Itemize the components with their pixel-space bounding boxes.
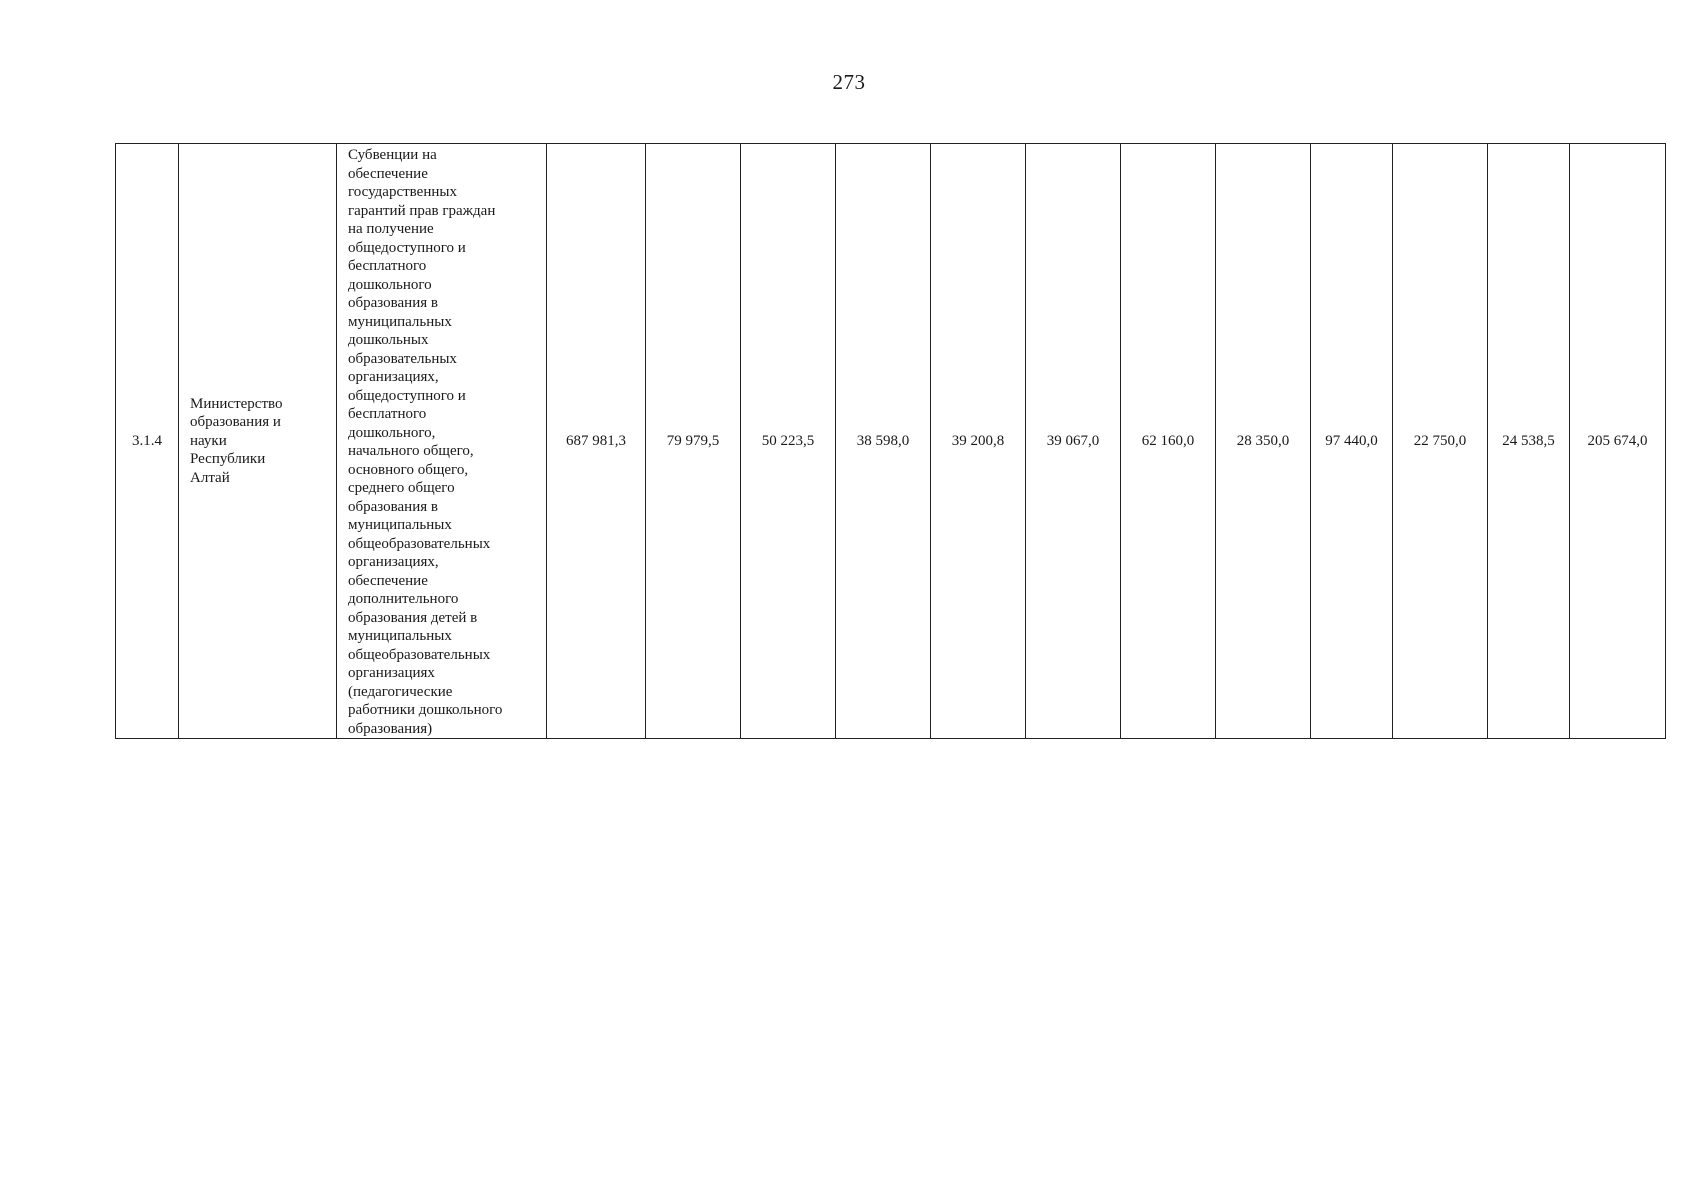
organization-cell xyxy=(179,144,337,739)
value-cell: 28 350,0 xyxy=(1216,144,1311,739)
value-cell: 38 598,0 xyxy=(836,144,931,739)
value-cell: 39 200,8 xyxy=(931,144,1026,739)
row-code-cell: 3.1.4 xyxy=(116,144,179,739)
description-cell: Субвенции на обеспечение государственных гарантий прав граждан на получение общедоступного и бесплатного дошкольного образования в муниципальных дошкольных образовательных организациях, общедоступного и бесплатного дошкольного, начального общего, основного общего, среднего общего образования в муниципальных общеобразовательных организациях, обеспечение дополнительного образования детей в муниципальных общеобразовательных организациях (педагогические работники дошкольного образования) xyxy=(337,144,547,739)
page-number: 273 xyxy=(832,70,866,94)
value-cell: 97 440,0 xyxy=(1311,144,1393,739)
organization-text: Министерство образования и науки Республики Алтай xyxy=(190,395,283,486)
value-cell: 205 674,0 xyxy=(1570,144,1666,739)
value-cell: 39 067,0 xyxy=(1026,144,1121,739)
table-row xyxy=(116,144,1666,739)
value-cell-total: 687 981,3 xyxy=(547,144,646,739)
value-cell: 50 223,5 xyxy=(741,144,836,739)
budget-table xyxy=(115,143,1666,739)
value-cell: 24 538,5 xyxy=(1488,144,1570,739)
value-cell: 79 979,5 xyxy=(646,144,741,739)
value-cell: 22 750,0 xyxy=(1393,144,1488,739)
value-cell: 62 160,0 xyxy=(1121,144,1216,739)
